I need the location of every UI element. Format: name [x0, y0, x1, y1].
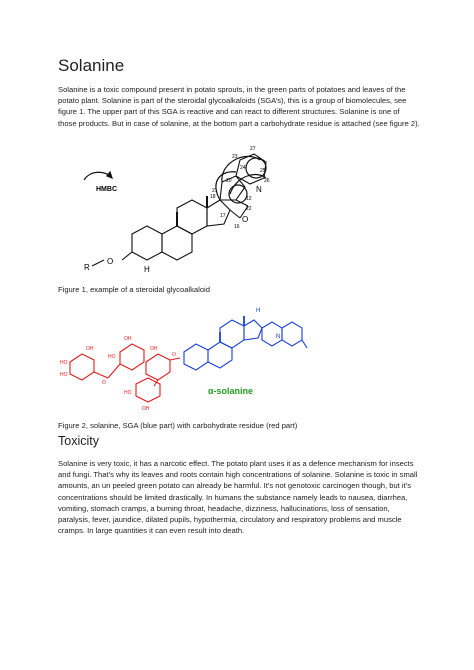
figure1-caption: Figure 1, example of a steroidal glycoalkaloid [58, 285, 210, 294]
oh-2: HO [60, 372, 68, 378]
toxicity-heading: Toxicity [58, 434, 99, 448]
r-label: R [84, 263, 90, 272]
num-23: 23 [232, 154, 238, 160]
o-label: O [107, 257, 114, 266]
oh-5: HO [108, 354, 116, 360]
figure2-structure [58, 300, 308, 412]
oh-6: OH [150, 346, 158, 352]
page-title: Solanine [58, 56, 125, 75]
num-26: 26 [264, 178, 270, 184]
oh-4: OH [124, 336, 132, 342]
num-25: 25 [260, 168, 266, 174]
sga-h-label: H [256, 308, 261, 314]
num-17: 17 [220, 213, 226, 219]
ring-o-label: O [242, 215, 249, 224]
num-21: 21 [212, 188, 218, 194]
h-label: H [144, 265, 150, 274]
oh-8: OH [142, 406, 150, 412]
num-16: 16 [234, 224, 240, 230]
o-bridge-1: O [102, 380, 106, 386]
hmbc-label: HMBC [96, 186, 117, 193]
o-bridge-2: O [172, 352, 176, 358]
num-18: 18 [210, 194, 216, 200]
num-20: 20 [226, 178, 232, 184]
num-27: 27 [250, 146, 256, 152]
figure1-structure [70, 142, 270, 277]
oh-7: HO [124, 390, 132, 396]
num-24: 24 [240, 165, 246, 171]
alpha-solanine-label: α-solanine [208, 386, 254, 396]
oh-3: OH [86, 346, 94, 352]
toxicity-paragraph: Solanine is very toxic, it has a narcotic effect. The potato plant uses it as a defence mechanism for insects and fungi. That’s why its leaves and roots contain high concentrations of solanine. Solanine is toxic in small amounts, an un peeled green potato can already be harmful. It’s not genotoxic carcinogen though, but it’s concentrations should be limited drastically. In humans the substance namely leads to nausea, diarrhea, vomiting, stomach cramps, a burning throat, headache, dizziness, hallucinations, loss of sensation, paralysis, fever, jaundice, dilated pupils, hypothermia, circulatory and respiratory problems and muscle cramps. In large quantities it can even result into death. [58, 459, 418, 536]
oh-1: HO [60, 360, 68, 366]
num-22: 22 [246, 206, 252, 212]
figure2-caption: Figure 2, solanine, SGA (blue part) with carbohydrate residue (red part) [58, 421, 298, 430]
sga-part [184, 316, 307, 370]
n-label: N [256, 185, 262, 194]
sga-n-label: N [276, 334, 281, 340]
num-12: 12 [246, 196, 252, 202]
intro-paragraph: Solanine is a toxic compound present in potato sprouts, in the green parts of potatoes and leaves of the potato plant. Solanine is part of the steroidal glycoalkaloids (SGA’s), this is a group of biomolecules, see figure 1. The upper part of this SGA is reactive and can react to different structures. Solanine is one of those products. But in case of solanine, at the bottom part a carbohydrate residue is attached (see figure 2). [58, 85, 420, 128]
